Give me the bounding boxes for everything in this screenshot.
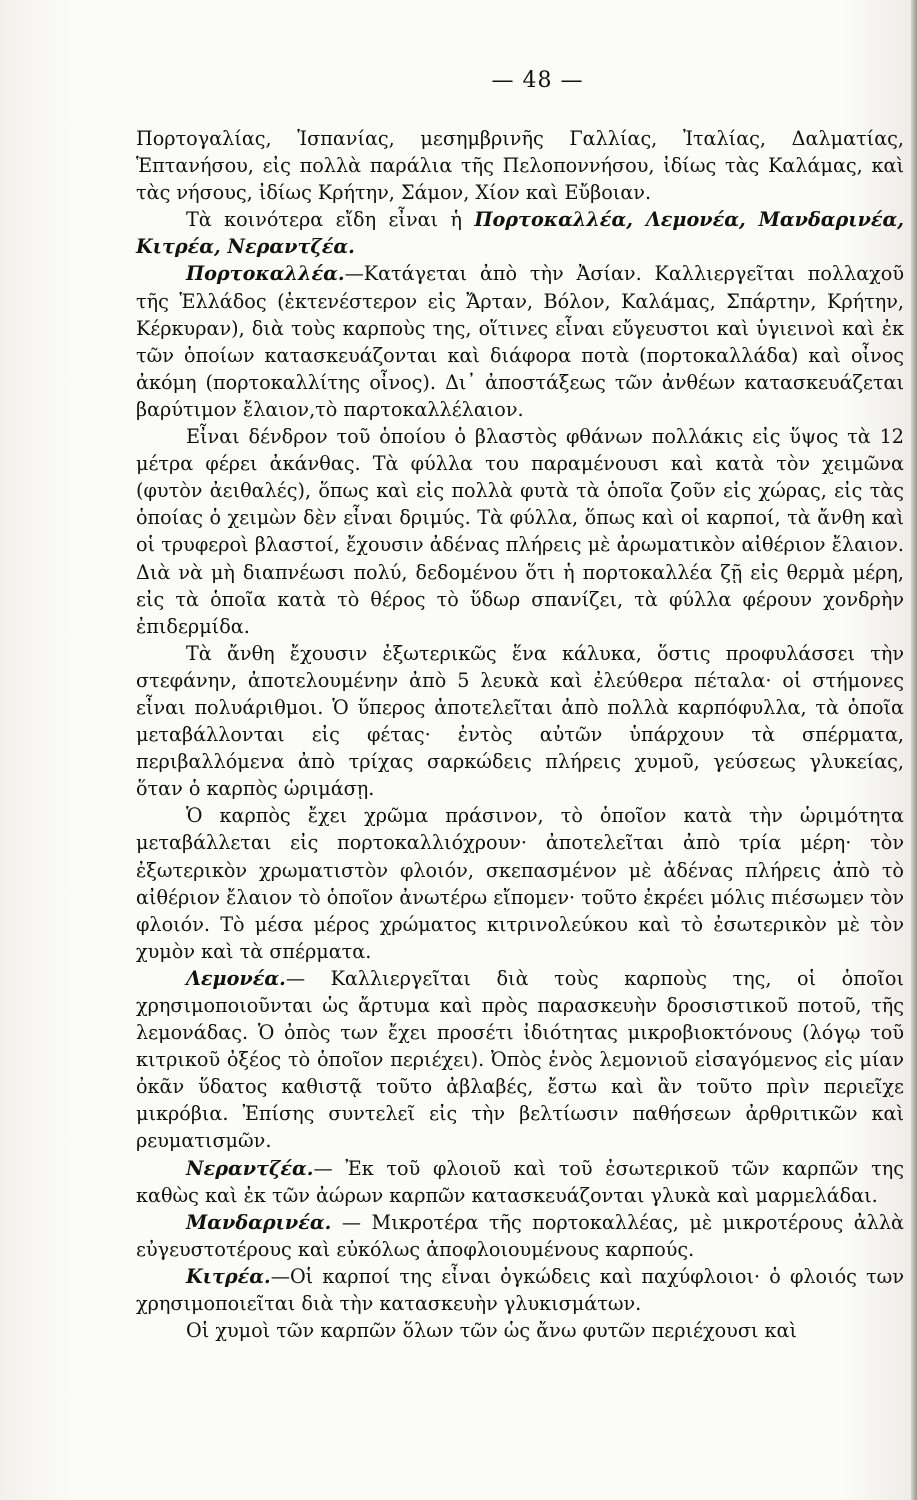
paragraph xyxy=(136,125,904,206)
paragraph xyxy=(136,423,904,640)
paragraph xyxy=(136,260,904,423)
text-run: —Οἱ καρποί της εἶναι ὀγκώδεις καὶ παχύφλοιοι· ὁ φλοιός των χρησιμοποιεῖται διὰ τὴν κατασκευὴν γλυκισμάτων. xyxy=(136,1264,904,1316)
paragraph xyxy=(136,1155,904,1209)
body-text xyxy=(136,125,904,1344)
text-run: Οἱ χυμοὶ τῶν καρπῶν ὅλων τῶν ὡς ἄνω φυτῶν περιέχουσι καὶ xyxy=(186,1319,798,1343)
paragraph xyxy=(136,206,904,260)
section-heading: Κιτρέα. xyxy=(186,1264,271,1288)
paragraph xyxy=(136,1263,904,1317)
section-heading: Νεραντζέα. xyxy=(186,1156,314,1180)
text-run: — Ἐκ τοῦ φλοιοῦ καὶ τοῦ ἐσωτερικοῦ τῶν καρπῶν της καθὼς καὶ ἐκ τῶν ἀώρων καρπῶν κατασκευάζονται γλυκὰ καὶ μαρμελάδαι. xyxy=(136,1156,904,1207)
page-edge-shadow xyxy=(911,0,917,1500)
text-run: Ὁ καρπὸς ἔχει χρῶμα πράσινον, τὸ ὁποῖον κατὰ τὴν ὡριμότητα μεταβάλλεται εἰς πορτοκαλλιόχρουν· ἀποτελεῖται ἀπὸ τρία μέρη· τὸν ἐξωτερικὸν χρωματιστὸν φλοιόν, σκεπασμένον μὲ ἀδένας πλήρεις ἀπὸ τὸ αἰθέριον ἔλαιον τὸ ὁποῖον ἀνωτέρω εἴπομεν· τοῦτο ἐκρέει μόλις πιέσωμεν τὸν φλοιόν. Τὸ μέσα μέρος χρώματος κιτρινολεύκου καὶ τὸ ἐσωτερικὸν μὲ τὸν χυμὸν καὶ τὰ σπέρματα. xyxy=(136,804,904,963)
text-run: Τὰ κοινότερα εἴδη εἶναι ἡ xyxy=(186,208,475,232)
section-heading: Λεμονέα. xyxy=(186,966,286,990)
paragraph xyxy=(136,640,904,803)
text-run: —Κατάγεται ἀπὸ τὴν Ἀσίαν. Καλλιεργεῖται πολλαχοῦ τῆς Ἑλλάδος (ἐκτενέστερον εἰς Ἄρταν, Βόλον, Καλάμας, Σπάρτην, Κρήτην, Κέρκυραν), διὰ τοὺς καρποὺς της, οἵτινες εἶναι εὔγευστοι καὶ ὑγιεινοὶ καὶ ἐκ τῶν ὁποίων κατασκευάζονται καὶ διάφορα ποτὰ (πορτοκαλλάδα) καὶ οἶνος ἀκόμη (πορτοκαλλίτης οἶνος). Δι᾿ ἀποστάξεως τῶν ἀνθέων κατασκευάζεται βαρύτιμον ἔλαιον,τὸ παρτοκαλλέλαιον. xyxy=(136,262,904,421)
text-run: Τὰ ἄνθη ἔχουσιν ἐξωτερικῶς ἕνα κάλυκα, ὅστις προφυλάσσει τὴν στεφάνην, ἀποτελουμένην ἀπὸ 5 λευκὰ καὶ ἐλεύθερα πέταλα· οἱ στήμονες εἶναι πολυάριθμοι. Ὁ ὕπερος ἀποτελεῖται ἀπὸ πολλὰ καρπόφυλλα, τὰ ὁποῖα μεταβάλλονται εἰς φέτας· ἐντὸς αὐτῶν ὑπάρχουν τὰ σπέρματα, περιβαλλόμενα ἀπὸ τρίχας σαρκώδεις πλήρεις χυμοῦ, γεύσεως γλυκείας, ὅταν ὁ καρπὸς ὡριμάσῃ. xyxy=(136,641,904,801)
species-list: Πορτοκαλλέα, Λεμονέα, Μανδαρινέα, Κιτρέα, Νεραντζέα. xyxy=(136,208,904,259)
page-number: — 48 — xyxy=(491,68,584,93)
paragraph xyxy=(136,1209,904,1263)
text-run: — Καλλιεργεῖται διὰ τοὺς καρποὺς της, οἱ ὁποῖοι χρησιμοποιοῦνται ὡς ἄρτυμα καὶ πρὸς παρασκευὴν δροσιστικοῦ ποτοῦ, τῆς λεμονάδας. Ὁ ὀπὸς των ἔχει προσέτι ἰδιότητας μικροβιοκτόνους (λόγῳ τοῦ κιτρικοῦ ὀξέος τὸ ὁποῖον περιέχει). Ὀπὸς ἑνὸς λεμονιοῦ εἰσαγόμενος εἰς μίαν ὀκᾶν ὕδατος καθιστᾷ τοῦτο ἀβλαβές, ἔστω καὶ ἂν τοῦτο πρὶν περιεῖχε μικρόβια. Ἐπίσης συντελεῖ εἰς τὴν βελτίωσιν παθήσεων ἀρθριτικῶν καὶ ρευματισμῶν. xyxy=(136,966,904,1153)
text-run: Πορτογαλίας, Ἱσπανίας, μεσημβρινῆς Γαλλίας, Ἰταλίας, Δαλματίας, Ἑπτανήσου, εἰς πολλὰ παράλια τῆς Πελοποννήσου, ἰδίως τὰς Καλάμας, καὶ τὰς νήσους, ἰδίως Κρήτην, Σάμον, Χίον καὶ Εὔβοιαν. xyxy=(136,127,904,205)
text-run: — Μικροτέρα τῆς πορτοκαλλέας, μὲ μικροτέρους ἀλλὰ εὐγευστοτέρους καὶ εὐκόλως ἀποφλοιουμένους καρπούς. xyxy=(136,1210,904,1261)
paragraph xyxy=(136,965,904,1155)
paragraph xyxy=(136,802,904,965)
section-heading: Πορτοκαλλέα. xyxy=(186,262,345,286)
paragraph xyxy=(136,1317,904,1344)
section-heading: Μανδαρινέα. xyxy=(186,1210,332,1234)
text-run: Εἶναι δένδρον τοῦ ὁποίου ὁ βλαστὸς φθάνων πολλάκις εἰς ὕψος τὰ 12 μέτρα φέρει ἀκάνθας. Τὰ φύλλα του παραμένουσι καὶ κατὰ τὸν χειμῶνα (φυτὸν ἀειθαλές), ὅπως καὶ εἰς πολλὰ φυτὰ τὰ ὁποῖα ζοῦν εἰς χώρας, εἰς τὰς ὁποίας ὁ χειμὼν δὲν εἶναι δριμύς. Τὰ φύλλα, ὅπως καὶ οἱ καρποί, τὰ ἄνθη καὶ οἱ τρυφεροὶ βλαστοί, ἔχουσιν ἀδένας πλήρεις μὲ ἀρωματικὸν αἰθέριον ἔλαιον. Διὰ νὰ μὴ διαπνέωσι πολύ, δεδομένου ὅτι ἡ πορτοκαλλέα ζῇ εἰς θερμὰ μέρη, εἰς τὰ ὁποῖα κατὰ τὸ θέρος τὸ ὕδωρ σπανίζει, τὰ φύλλα φέρουν χονδρὴν ἐπιδερμίδα. xyxy=(136,425,904,638)
